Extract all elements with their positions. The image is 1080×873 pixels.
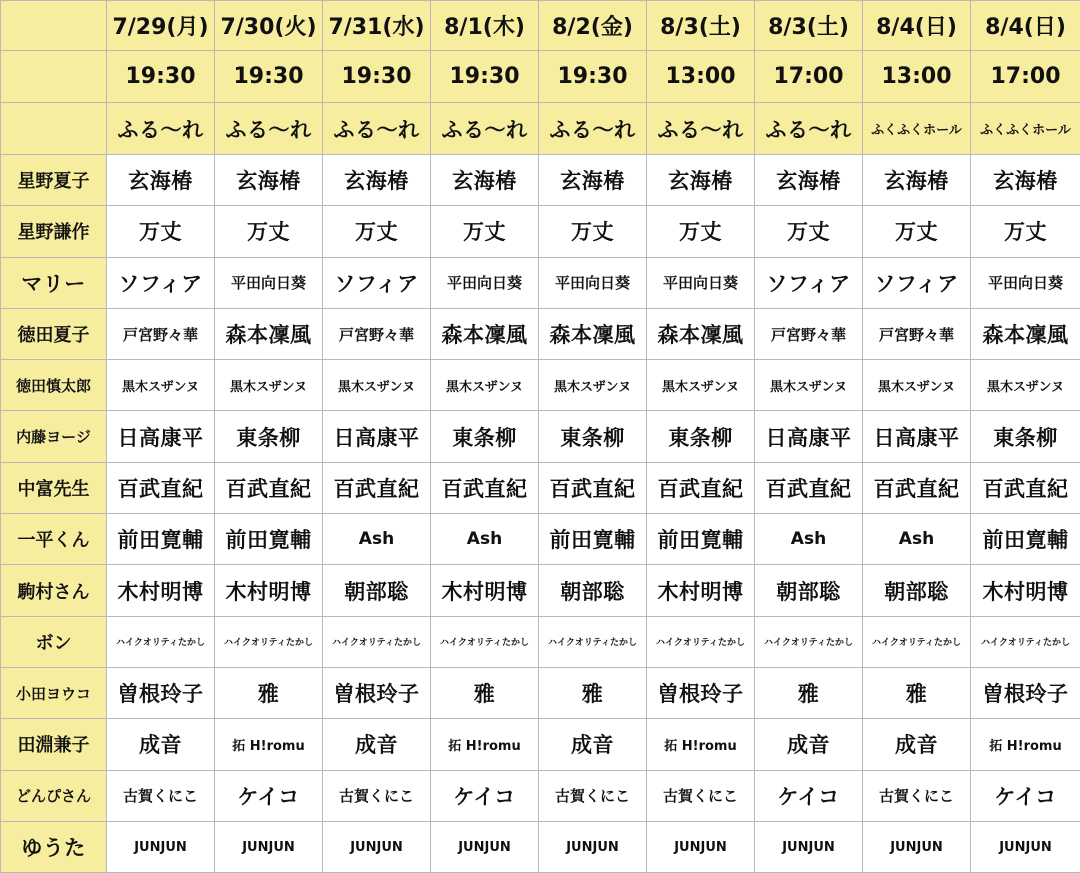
role-name-cell: 小田ヨウコ [1,667,107,718]
date-header-cell: 8/2(金) [539,1,647,51]
cast-member-cell: ハイクオリティたかし [539,616,647,667]
cast-member-cell: JUNJUN [215,821,323,872]
time-header-cell: 17:00 [755,51,863,103]
cast-member-cell: Ash [431,514,539,565]
cast-member-cell: 森本凜風 [215,308,323,359]
cast-member-cell: 平田向日葵 [971,257,1080,308]
cast-member-cell: 雅 [431,667,539,718]
role-name-cell: 一平くん [1,514,107,565]
role-name-cell: ゆうた [1,821,107,872]
cast-member-cell: 万丈 [863,206,971,257]
cast-member-cell: ソフィア [323,257,431,308]
cast-member-cell: ケイコ [755,770,863,821]
cast-member-cell: 日高康平 [107,411,215,462]
cast-member-cell: 森本凜風 [539,308,647,359]
cast-member-cell: 平田向日葵 [215,257,323,308]
cast-member-cell: 雅 [539,667,647,718]
cast-row [1,257,1080,308]
corner-cell [1,1,107,51]
header-row-time [1,51,1080,103]
cast-member-cell: ハイクオリティたかし [971,616,1080,667]
cast-row [1,514,1080,565]
cast-member-cell: 前田寛輔 [107,514,215,565]
cast-member-cell: 百武直紀 [863,462,971,513]
cast-member-cell: ケイコ [971,770,1080,821]
cast-member-cell: 朝部聡 [539,565,647,616]
cast-member-cell: 百武直紀 [215,462,323,513]
time-header-cell: 13:00 [863,51,971,103]
cast-member-cell: ハイクオリティたかし [107,616,215,667]
cast-member-cell: ハイクオリティたかし [647,616,755,667]
cast-member-cell: 百武直紀 [539,462,647,513]
cast-member-cell: 黒木スザンヌ [107,360,215,411]
cast-member-cell: 曽根玲子 [647,667,755,718]
cast-member-cell: 玄海椿 [863,155,971,206]
cast-member-cell: 百武直紀 [431,462,539,513]
role-name-cell: 中富先生 [1,462,107,513]
cast-member-cell: 玄海椿 [215,155,323,206]
cast-member-cell: 万丈 [215,206,323,257]
cast-member-cell: 黒木スザンヌ [755,360,863,411]
cast-row [1,206,1080,257]
cast-member-cell: 拓 H!romu [647,719,755,770]
time-header-cell: 19:30 [107,51,215,103]
cast-member-cell: Ash [323,514,431,565]
cast-row [1,821,1080,872]
cast-member-cell: 東条柳 [431,411,539,462]
cast-member-cell: JUNJUN [755,821,863,872]
cast-row [1,462,1080,513]
cast-member-cell: 戸宮野々華 [863,308,971,359]
cast-member-cell: 玄海椿 [647,155,755,206]
cast-row [1,308,1080,359]
time-header-cell: 13:00 [647,51,755,103]
cast-member-cell: ハイクオリティたかし [215,616,323,667]
date-header-cell: 7/29(月) [107,1,215,51]
cast-row [1,155,1080,206]
cast-member-cell: 平田向日葵 [647,257,755,308]
cast-member-cell: JUNJUN [431,821,539,872]
cast-member-cell: 前田寛輔 [215,514,323,565]
cast-member-cell: 玄海椿 [107,155,215,206]
time-header-cell: 19:30 [323,51,431,103]
cast-member-cell: ハイクオリティたかし [323,616,431,667]
cast-member-cell: 雅 [215,667,323,718]
cast-member-cell: 木村明博 [971,565,1080,616]
venue-header-cell: ふる〜れ [107,103,215,155]
cast-member-cell: ハイクオリティたかし [431,616,539,667]
schedule-body [1,1,1080,873]
role-name-cell: 徳田夏子 [1,308,107,359]
cast-member-cell: 百武直紀 [971,462,1080,513]
cast-member-cell: JUNJUN [647,821,755,872]
role-name-cell: 内藤ヨージ [1,411,107,462]
date-header-cell: 8/4(日) [971,1,1080,51]
cast-member-cell: ケイコ [431,770,539,821]
venue-header-cell: ふる〜れ [431,103,539,155]
cast-member-cell: 黒木スザンヌ [539,360,647,411]
cast-member-cell: 万丈 [647,206,755,257]
cast-member-cell: ハイクオリティたかし [755,616,863,667]
time-header-cell: 19:30 [539,51,647,103]
cast-member-cell: 万丈 [755,206,863,257]
cast-member-cell: ソフィア [107,257,215,308]
cast-member-cell: 黒木スザンヌ [215,360,323,411]
cast-member-cell: 森本凜風 [647,308,755,359]
cast-member-cell: 雅 [863,667,971,718]
cast-member-cell: 雅 [755,667,863,718]
cast-member-cell: 万丈 [539,206,647,257]
cast-member-cell: JUNJUN [863,821,971,872]
cast-row [1,719,1080,770]
venue-header-cell: ふる〜れ [647,103,755,155]
cast-member-cell: ケイコ [215,770,323,821]
cast-member-cell: JUNJUN [323,821,431,872]
venue-header-cell: ふくふくホール [971,103,1080,155]
cast-member-cell: ハイクオリティたかし [863,616,971,667]
header-row-venue [1,103,1080,155]
date-header-cell: 7/30(火) [215,1,323,51]
cast-member-cell: 戸宮野々華 [755,308,863,359]
venue-header-cell: ふる〜れ [323,103,431,155]
cast-member-cell: 前田寛輔 [647,514,755,565]
cast-member-cell: 戸宮野々華 [323,308,431,359]
cast-member-cell: 戸宮野々華 [107,308,215,359]
cast-member-cell: ソフィア [863,257,971,308]
cast-member-cell: 万丈 [107,206,215,257]
cast-member-cell: 成音 [107,719,215,770]
cast-member-cell: 平田向日葵 [539,257,647,308]
cast-member-cell: JUNJUN [539,821,647,872]
cast-member-cell: JUNJUN [971,821,1080,872]
cast-member-cell: 百武直紀 [755,462,863,513]
cast-member-cell: 曽根玲子 [107,667,215,718]
role-name-cell: 駒村さん [1,565,107,616]
cast-member-cell: 玄海椿 [971,155,1080,206]
cast-member-cell: 日高康平 [755,411,863,462]
date-header-cell: 7/31(水) [323,1,431,51]
cast-member-cell: Ash [863,514,971,565]
header-row-date [1,1,1080,51]
cast-member-cell: 木村明博 [647,565,755,616]
cast-member-cell: 木村明博 [431,565,539,616]
cast-member-cell: 万丈 [323,206,431,257]
venue-header-cell: ふる〜れ [215,103,323,155]
venue-header-cell: ふる〜れ [539,103,647,155]
cast-member-cell: 森本凜風 [431,308,539,359]
cast-member-cell: 成音 [863,719,971,770]
cast-member-cell: 平田向日葵 [431,257,539,308]
cast-member-cell: 前田寛輔 [539,514,647,565]
role-name-cell: ボン [1,616,107,667]
role-name-cell: 徳田慎太郎 [1,360,107,411]
cast-row [1,411,1080,462]
date-header-cell: 8/4(日) [863,1,971,51]
cast-member-cell: 玄海椿 [431,155,539,206]
venue-header-cell: ふる〜れ [755,103,863,155]
cast-member-cell: 百武直紀 [107,462,215,513]
time-header-cell: 19:30 [215,51,323,103]
time-header-cell: 17:00 [971,51,1080,103]
cast-row [1,360,1080,411]
cast-member-cell: 前田寛輔 [971,514,1080,565]
cast-member-cell: 古賀くにこ [107,770,215,821]
role-name-cell: 田淵兼子 [1,719,107,770]
cast-member-cell: 日高康平 [863,411,971,462]
cast-member-cell: 玄海椿 [539,155,647,206]
cast-member-cell: 古賀くにこ [539,770,647,821]
cast-member-cell: 黒木スザンヌ [323,360,431,411]
cast-member-cell: 朝部聡 [863,565,971,616]
cast-row [1,667,1080,718]
cast-member-cell: 古賀くにこ [647,770,755,821]
cast-member-cell: 曽根玲子 [971,667,1080,718]
cast-member-cell: 曽根玲子 [323,667,431,718]
cast-member-cell: 古賀くにこ [863,770,971,821]
cast-member-cell: 黒木スザンヌ [431,360,539,411]
cast-member-cell: 古賀くにこ [323,770,431,821]
cast-member-cell: 成音 [755,719,863,770]
cast-member-cell: 木村明博 [107,565,215,616]
cast-member-cell: 朝部聡 [755,565,863,616]
cast-member-cell: JUNJUN [107,821,215,872]
cast-member-cell: 成音 [323,719,431,770]
time-header-cell: 19:30 [431,51,539,103]
cast-member-cell: 東条柳 [647,411,755,462]
cast-member-cell: 森本凜風 [971,308,1080,359]
cast-member-cell: 玄海椿 [323,155,431,206]
cast-member-cell: 万丈 [971,206,1080,257]
date-header-cell: 8/3(土) [755,1,863,51]
date-header-cell: 8/1(木) [431,1,539,51]
cast-member-cell: 日高康平 [323,411,431,462]
cast-member-cell: Ash [755,514,863,565]
role-name-cell: 星野謙作 [1,206,107,257]
role-name-cell: どんぴさん [1,770,107,821]
cast-member-cell: 百武直紀 [323,462,431,513]
cast-row [1,616,1080,667]
date-header-cell: 8/3(土) [647,1,755,51]
cast-row [1,565,1080,616]
cast-member-cell: 玄海椿 [755,155,863,206]
cast-row [1,770,1080,821]
cast-member-cell: ソフィア [755,257,863,308]
venue-header-cell: ふくふくホール [863,103,971,155]
cast-member-cell: 朝部聡 [323,565,431,616]
cast-member-cell: 百武直紀 [647,462,755,513]
cast-member-cell: 黒木スザンヌ [647,360,755,411]
corner-cell [1,51,107,103]
cast-member-cell: 東条柳 [215,411,323,462]
role-name-cell: マリー [1,257,107,308]
cast-member-cell: 万丈 [431,206,539,257]
cast-member-cell: 黒木スザンヌ [971,360,1080,411]
cast-member-cell: 拓 H!romu [971,719,1080,770]
cast-member-cell: 拓 H!romu [431,719,539,770]
cast-member-cell: 黒木スザンヌ [863,360,971,411]
cast-member-cell: 成音 [539,719,647,770]
corner-cell [1,103,107,155]
cast-member-cell: 東条柳 [971,411,1080,462]
cast-member-cell: 東条柳 [539,411,647,462]
cast-member-cell: 拓 H!romu [215,719,323,770]
cast-member-cell: 木村明博 [215,565,323,616]
role-name-cell: 星野夏子 [1,155,107,206]
